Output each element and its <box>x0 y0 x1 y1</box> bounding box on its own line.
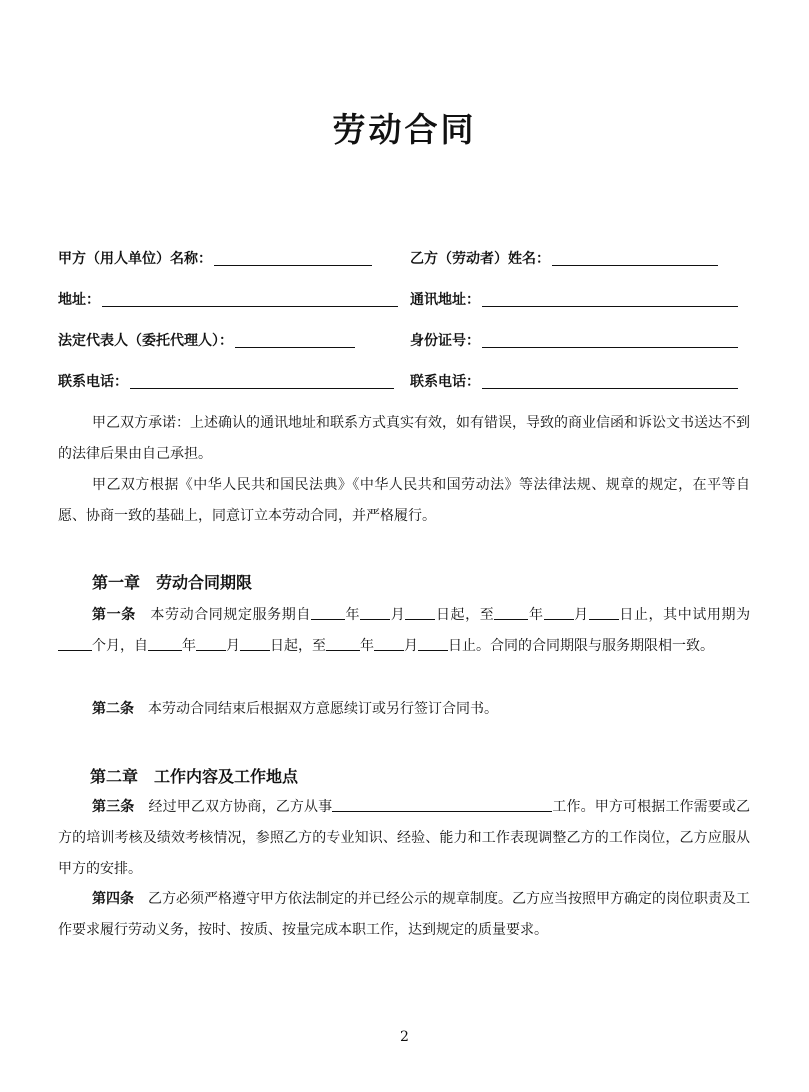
blank-end-year[interactable] <box>494 606 528 620</box>
blank-probation-end-day[interactable] <box>418 637 448 651</box>
blank-probation-months[interactable] <box>58 637 92 651</box>
blank-end-day[interactable] <box>589 606 619 620</box>
label-month: 月 <box>573 607 589 623</box>
article-1-text-c: 个月，自 <box>92 638 148 654</box>
field-row-address <box>58 290 748 314</box>
blank-start-day[interactable] <box>405 606 435 620</box>
article-1-text-d: 日止。合同的合同期限与服务期限相一致。 <box>448 638 714 654</box>
chapter-2-heading <box>90 764 298 787</box>
phone-b-field <box>410 372 738 392</box>
page-number: 2 <box>400 1029 409 1045</box>
blank-start-year[interactable] <box>311 606 345 620</box>
id-number-input[interactable] <box>482 331 738 348</box>
blank-job-title[interactable] <box>332 798 552 812</box>
intro-paragraph-1: 甲乙双方承诺：上述确认的通讯地址和联系方式真实有效，如有错误，导致的商业信函和诉讼文书送达不到的法律后果由自己承担。 <box>58 415 750 462</box>
label-year: 年 <box>182 638 196 654</box>
chapter-1-heading <box>92 570 252 593</box>
label-day-from: 日起，至 <box>435 607 495 623</box>
address-field <box>58 290 398 310</box>
label-year: 年 <box>360 638 374 654</box>
article-4 <box>58 884 750 946</box>
label-day-end: 日止， <box>618 607 664 623</box>
party-b-name-input[interactable] <box>552 249 718 266</box>
blank-probation-start-month[interactable] <box>196 637 226 651</box>
mail-address-label: 通讯地址： <box>410 292 480 308</box>
mail-address-field <box>410 290 738 310</box>
field-row-names <box>58 249 748 273</box>
blank-probation-start-year[interactable] <box>148 637 182 651</box>
blank-end-month[interactable] <box>544 606 574 620</box>
party-a-name-input[interactable] <box>214 249 372 266</box>
party-a-name-field <box>58 249 372 269</box>
mail-address-input[interactable] <box>482 290 738 307</box>
party-b-name-field <box>410 249 718 269</box>
legal-rep-label: 法定代表人（委托代理人）： <box>58 333 233 349</box>
article-3-text-b: 工作。甲方可根据工作需要或乙方的培训考核及绩效考核情况，参照乙方的专业知识、经验、能力和工作表现调整乙方的工作岗位，乙方应服从甲方的安排。 <box>58 799 751 877</box>
chapter-2-number: 第二章 <box>90 767 139 786</box>
article-3-text-a: 经过甲乙双方协商，乙方从事 <box>148 799 333 815</box>
label-month: 月 <box>226 638 240 654</box>
blank-probation-end-year[interactable] <box>326 637 360 651</box>
legal-rep-field <box>58 331 355 351</box>
label-month: 月 <box>404 638 418 654</box>
label-day-from: 日起，至 <box>270 638 326 654</box>
article-2-label: 第二条 <box>92 701 134 717</box>
id-number-field <box>410 331 738 351</box>
blank-probation-start-day[interactable] <box>240 637 270 651</box>
field-row-rep <box>58 331 748 355</box>
phone-b-input[interactable] <box>482 372 738 389</box>
intro-paragraph-2: 甲乙双方根据《中华人民共和国民法典》《中华人民共和国劳动法》等法律法规、规章的规定，在平等自愿、协商一致的基础上，同意订立本劳动合同，并严格履行。 <box>58 477 750 524</box>
phone-b-label: 联系电话： <box>410 374 480 390</box>
article-3 <box>58 792 750 885</box>
article-1-text-a: 本劳动合同规定服务期自 <box>150 607 311 623</box>
article-4-text: 乙方必须严格遵守甲方依法制定的并已经公示的规章制度。乙方应当按照甲方确定的岗位职责及工作要求履行劳动义务，按时、按质、按量完成本职工作，达到规定的质量要求。 <box>58 891 750 938</box>
phone-a-input[interactable] <box>130 372 394 389</box>
phone-a-label: 联系电话： <box>58 374 128 390</box>
article-2-text: 本劳动合同结束后根据双方意愿续订或另行签订合同书。 <box>148 701 498 717</box>
chapter-1-title: 劳动合同期限 <box>156 573 253 592</box>
blank-start-month[interactable] <box>360 606 390 620</box>
chapter-2-title: 工作内容及工作地点 <box>154 767 299 786</box>
label-year: 年 <box>528 607 544 623</box>
document-title: 劳动合同 <box>332 110 477 149</box>
article-1-text-b: 其中试用期为 <box>663 607 751 623</box>
label-year: 年 <box>344 607 361 623</box>
article-1 <box>58 600 750 662</box>
party-b-name-label: 乙方（劳动者）姓名： <box>410 251 550 267</box>
blank-probation-end-month[interactable] <box>374 637 404 651</box>
chapter-1-number: 第一章 <box>92 573 141 592</box>
article-2 <box>58 694 750 725</box>
id-number-label: 身份证号： <box>410 333 480 349</box>
article-3-label: 第三条 <box>92 799 135 815</box>
article-4-label: 第四条 <box>92 891 134 907</box>
label-month: 月 <box>390 607 406 623</box>
field-row-phone <box>58 372 748 396</box>
address-label: 地址： <box>58 292 100 308</box>
address-input[interactable] <box>102 290 398 307</box>
phone-a-field <box>58 372 394 392</box>
legal-rep-input[interactable] <box>235 331 355 348</box>
article-1-label: 第一条 <box>92 607 136 623</box>
party-a-name-label: 甲方（用人单位）名称： <box>58 251 212 267</box>
